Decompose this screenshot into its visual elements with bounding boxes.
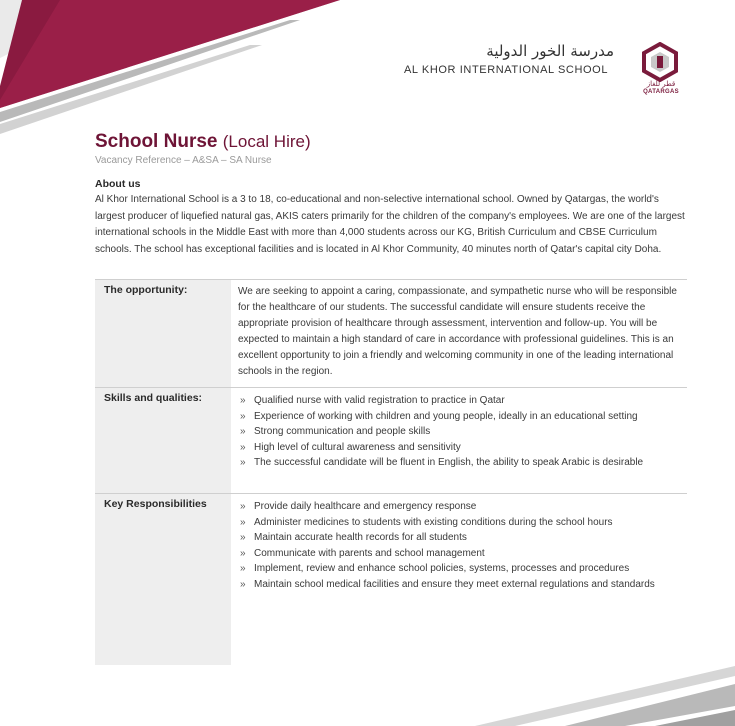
vacancy-reference: Vacancy Reference – A&SA – SA Nurse xyxy=(95,155,272,166)
header-stripes-decoration xyxy=(0,0,360,140)
school-name-english: AL KHOR INTERNATIONAL SCHOOL xyxy=(404,64,609,76)
opportunity-text: We are seeking to appoint a caring, compassionate, and sympathetic nurse who will be responsible for the healthcare of our students. The successful candidate will ensure students receive the appropriate provision of healthcare through assessment, intervention and follow-up. You will be expected to maintain a high standard of care in accordance with professional guidelines. This is an excellent opportunity to join a friendly and welcoming community in one of the leading international schools in the region. xyxy=(238,286,677,377)
opportunity-row xyxy=(95,279,687,387)
job-title-main: School Nurse xyxy=(95,131,218,152)
qatargas-logo-icon xyxy=(640,42,680,82)
skills-item: » High level of cultural awareness and sensitivity xyxy=(238,441,678,455)
skills-item: » Qualified nurse with valid registration to practice in Qatar xyxy=(238,394,678,408)
school-logo xyxy=(404,42,694,95)
responsibilities-list xyxy=(238,500,678,593)
responsibility-item: » Communicate with parents and school management xyxy=(238,547,678,561)
opportunity-label: The opportunity: xyxy=(104,284,188,296)
responsibility-item: » Administer medicines to students with existing conditions during the school hours xyxy=(238,516,678,530)
job-title-suffix: (Local Hire) xyxy=(222,132,311,151)
job-details-table xyxy=(95,279,687,665)
school-name-arabic: مدرسة الخور الدولية xyxy=(486,42,614,60)
footer-stripes-decoration xyxy=(395,636,735,726)
responsibility-item: » Maintain school medical facilities and ensure they meet external regulations and standards xyxy=(238,578,678,592)
skills-list xyxy=(238,394,678,472)
responsibility-item: » Provide daily healthcare and emergency response xyxy=(238,500,678,514)
sponsor-english: QATARGAS xyxy=(643,89,679,95)
skills-item: » Strong communication and people skills xyxy=(238,425,678,439)
about-heading: About us xyxy=(95,178,141,190)
responsibility-item: » Maintain accurate health records for all students xyxy=(238,531,678,545)
sponsor-label xyxy=(636,80,686,96)
responsibility-item: » Implement, review and enhance school policies, systems, processes and procedures xyxy=(238,562,678,576)
skills-row xyxy=(95,387,687,493)
skills-label: Skills and qualities: xyxy=(104,392,203,404)
responsibilities-label: Key Responsibilities xyxy=(104,498,207,510)
sponsor-arabic: قطر للغاز xyxy=(646,80,676,88)
skills-item: » The successful candidate will be fluent in English, the ability to speak Arabic is desirable xyxy=(238,456,678,470)
job-title xyxy=(95,131,311,153)
skills-item: » Experience of working with children and young people, ideally in an educational setting xyxy=(238,410,678,424)
about-text: Al Khor International School is a 3 to 18, co-educational and non-selective international school. Owned by Qatargas, the world's largest producer of liquefied natural gas, AKIS caters primarily for the children of the company's employees. We are one of the largest international schools in the Middle East with more than 4,000 students across our KG, British Curriculum and CBSE Curriculum schools. The school has exceptional facilities and is located in Al Khor Community, 40 minutes north of Qatar's capital city Doha. xyxy=(95,194,685,255)
